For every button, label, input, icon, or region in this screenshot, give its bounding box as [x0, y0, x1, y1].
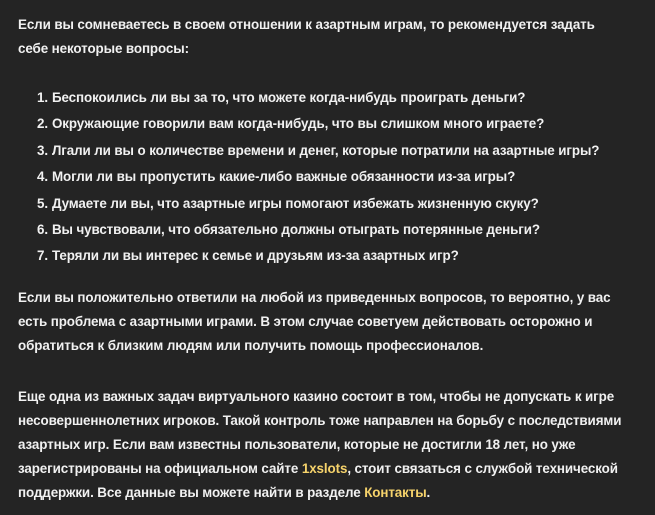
- question-number: 4.: [37, 169, 48, 185]
- question-text: Окружающие говорили вам когда-нибудь, что вы слишком много играете?: [51, 116, 545, 132]
- question-text: Вы чувствовали, что обязательно должны отыграть потерянные деньги?: [51, 221, 540, 237]
- question-text: Лгали ли вы о количестве времени и денег, которые потратили на азартные игры?: [51, 142, 600, 158]
- advice-paragraph: Если вы положительно ответили на любой из приведенных вопросов, то вероятно, у вас есть проблема с азартными играми. В этом случае советуем действовать осторожно и обратиться к близким людям или получить помощь профессионалов.: [18, 289, 611, 353]
- question-number: 5.: [37, 195, 48, 211]
- question-text: Могли ли вы пропустить какие-либо важные обязанности из-за игры?: [51, 169, 516, 185]
- question-item: [37, 111, 637, 137]
- question-number: 2.: [37, 116, 48, 132]
- minors-text: Еще одна из важных задач виртуального казино состоит в том, чтобы не допускать к игре несовершеннолетних игроков. Такой контроль тоже направлен на борьбу с последствиями азартных игр. Если вам известны пользователи, которые не достигли 18 лет, но уже зарегистрированы на официальном сайте: [18, 388, 622, 476]
- question-text: Беспокоились ли вы за то, что можете когда-нибудь проиграть деньги?: [51, 90, 526, 105]
- question-text: Теряли ли вы интерес к семье и друзьям из-за азартных игр?: [51, 248, 459, 264]
- question-number: 6.: [37, 221, 48, 237]
- contacts-link[interactable]: Контакты: [364, 484, 427, 500]
- question-item: [37, 217, 637, 243]
- question-number: 3.: [37, 142, 48, 158]
- question-item: [37, 164, 637, 190]
- question-item: [37, 138, 637, 164]
- question-item: [37, 243, 637, 269]
- intro-paragraph: Если вы сомневаетесь в своем отношении к азартным играм, то рекомендуется задать себе некоторые вопросы:: [18, 17, 595, 56]
- question-text: Думаете ли вы, что азартные игры помогают избежать жизненную скуку?: [51, 195, 539, 211]
- minors-text-end: .: [426, 484, 431, 500]
- question-number: 1.: [37, 90, 48, 105]
- question-item: [37, 85, 637, 111]
- questions-list: [18, 85, 637, 270]
- question-number: 7.: [37, 248, 48, 264]
- site-link[interactable]: 1xslots: [301, 460, 348, 476]
- minors-text-support: , стоит связаться с службой технической поддержки. Все данные вы можете найти в разделе: [18, 460, 618, 500]
- minors-paragraph: [18, 385, 628, 505]
- question-item: [37, 191, 637, 217]
